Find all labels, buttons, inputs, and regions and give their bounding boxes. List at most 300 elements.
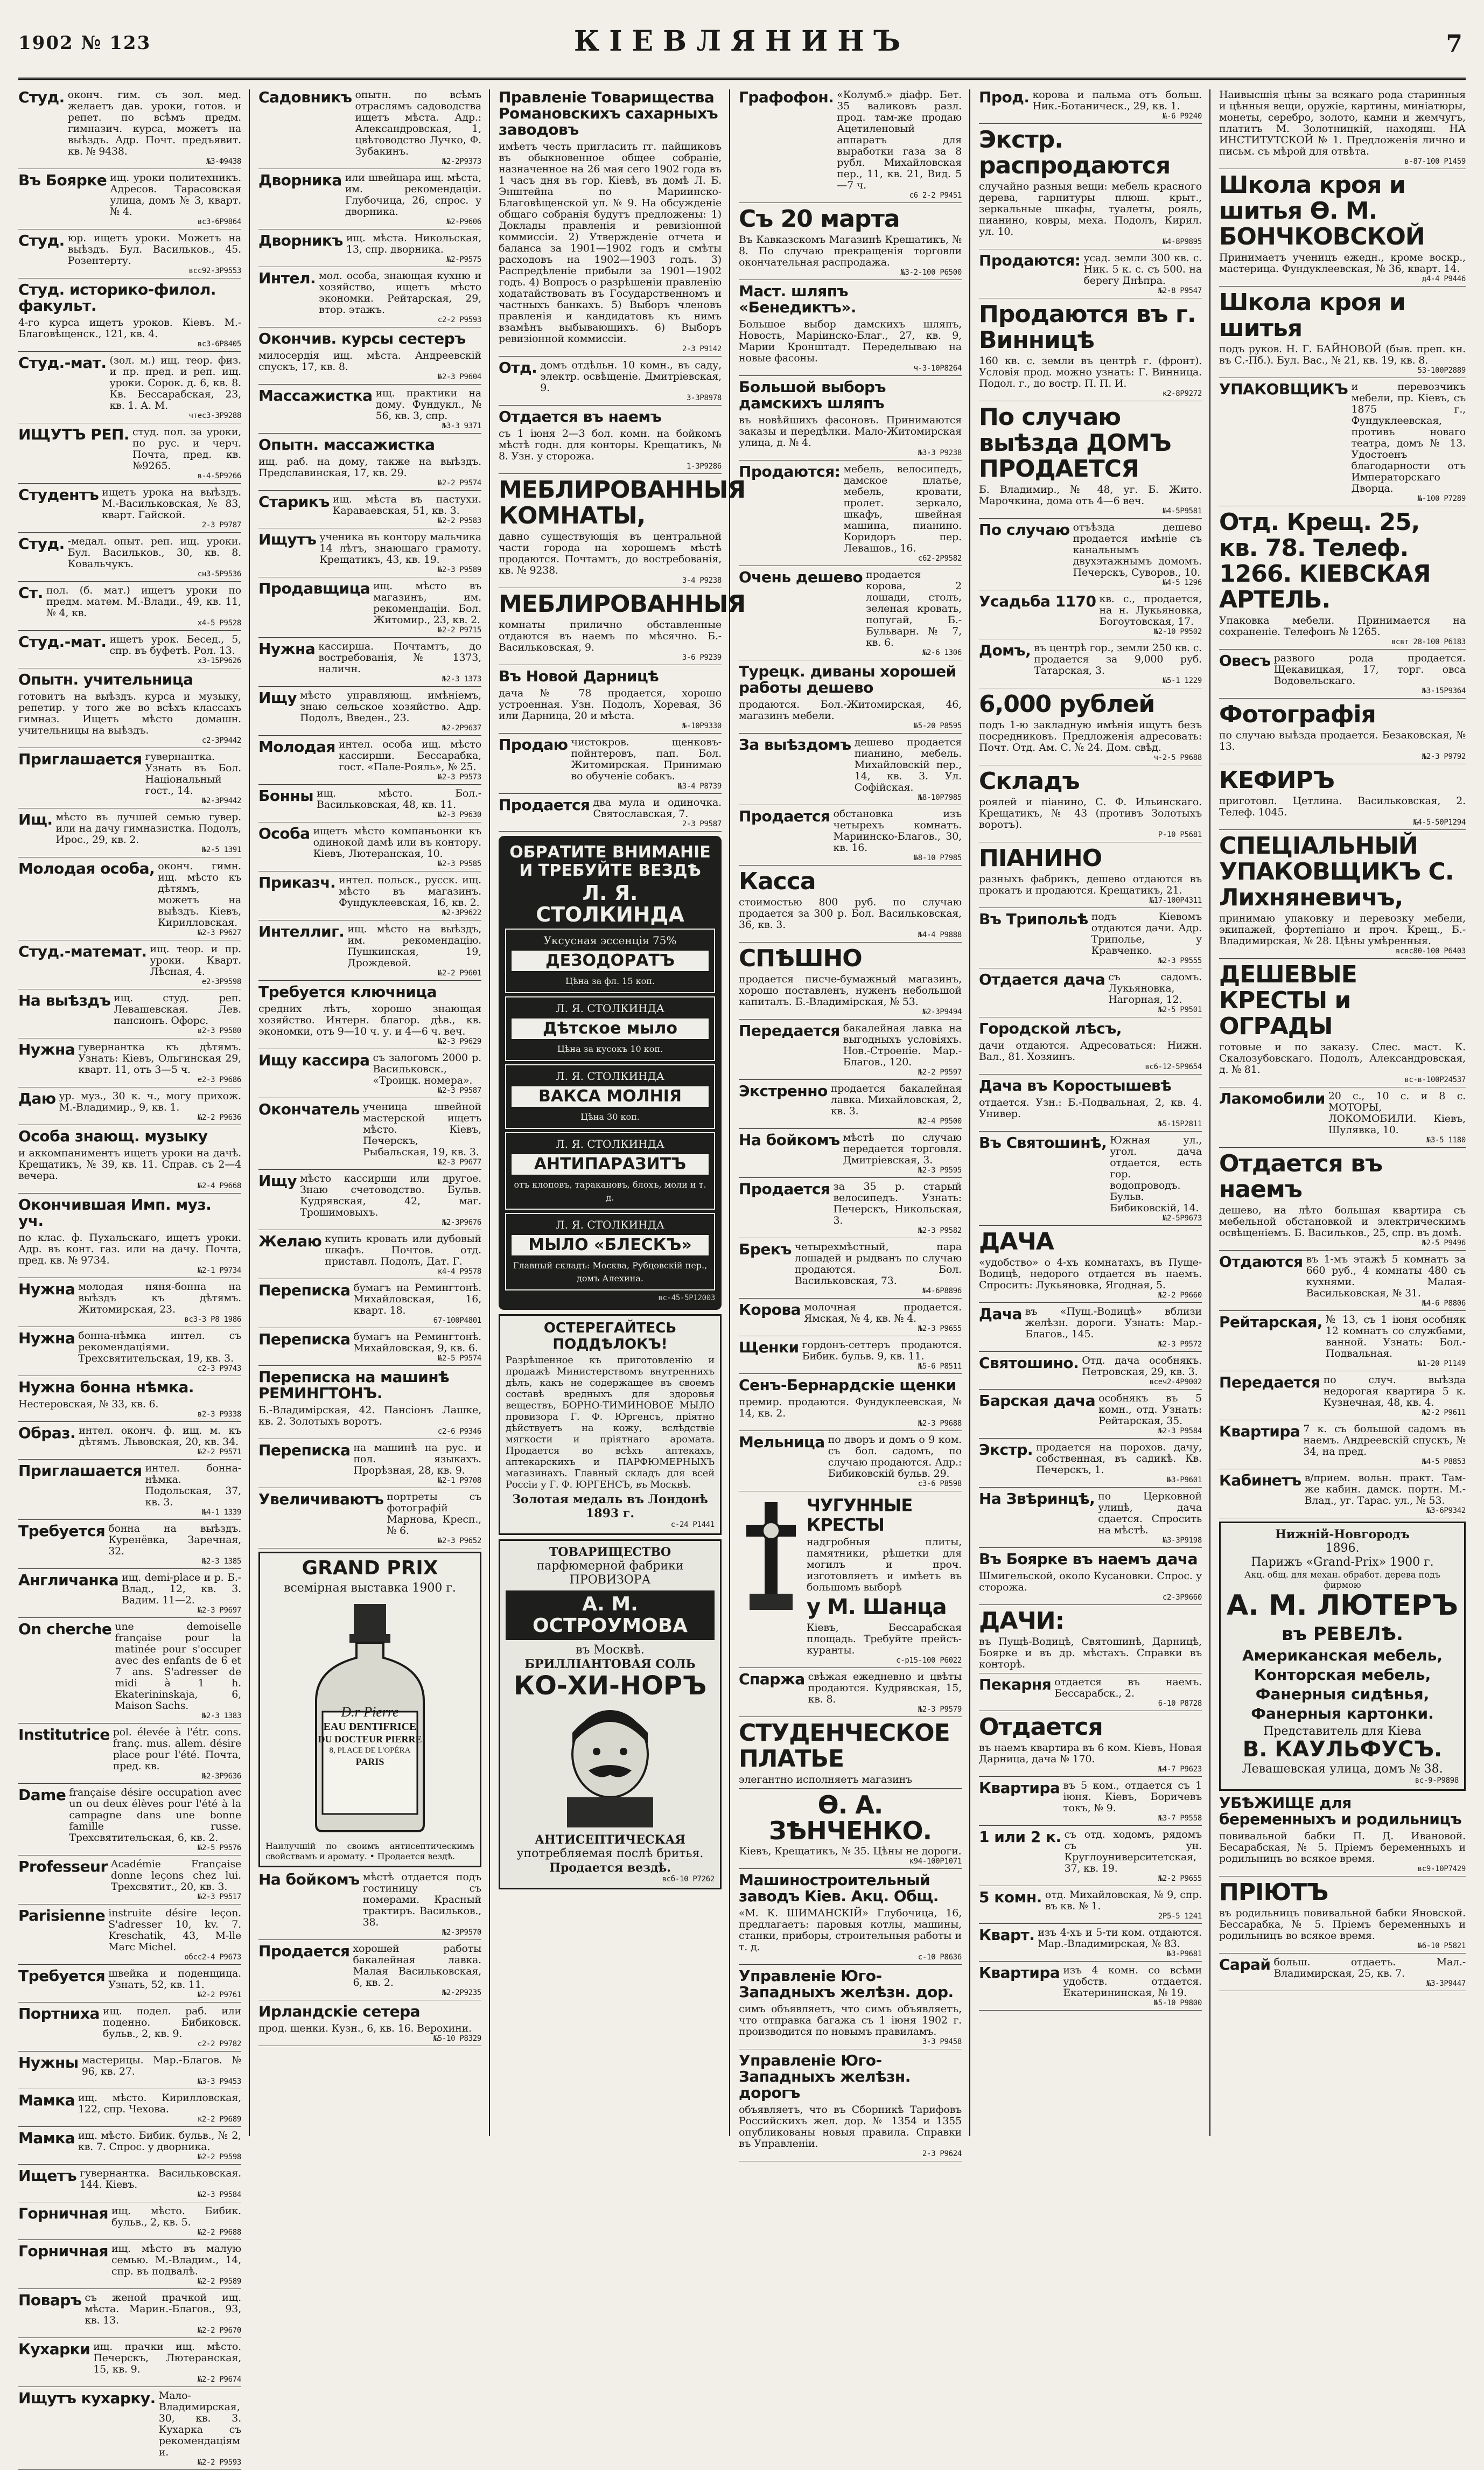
ad-reference: с-24 Р1441 (670, 1520, 715, 1529)
classified-ad (18, 812, 241, 857)
classified-ad (258, 1369, 481, 1439)
ad-heading: Щенки (739, 1338, 799, 1356)
ad-heading: Даю (18, 1090, 56, 1107)
ad-text: изъ 4 комн. со всѣми удобств. отдается. Екатерининская, № 19. (1063, 1964, 1202, 1999)
classified-ad (18, 355, 241, 423)
luther-agent-address: Левашевская улица, домъ № 38. (1242, 1762, 1443, 1776)
ad-text: française désire occupation avec un ou deux élèves pour l'été à la campagne dans une bonne famille russe. Трехсвятительская, 6, кв. 2. (69, 1787, 241, 1844)
ad-heading: Касса (739, 868, 816, 895)
shants-address: Кiевъ, Бессарабская площадь. Требуйте прейсъ-куранты. (807, 1622, 962, 1656)
ad-reference: к4-4 Р9578 (437, 1267, 481, 1276)
ad-heading: Parisienne (18, 1907, 106, 1924)
ad-reference: №2-5 Р9574 (437, 1354, 481, 1363)
ad-heading: Лакомобили (1219, 1090, 1325, 1107)
ad-text: въ 1-мъ этажѣ 5 комнатъ за 660 руб., 4 комнаты 480 съ кухнями. Малая-Васильковская, № 31. (1306, 1253, 1466, 1299)
classified-ad (979, 1927, 1202, 1962)
classified-ad (18, 2092, 241, 2127)
ad-reference: №2-3 Р9584 (1158, 1427, 1202, 1435)
classified-ad (739, 1023, 962, 1080)
classified-ad (18, 1128, 241, 1194)
ad-text: въ центрѣ гор., земли 250 кв. с. продается за 9,000 руб. Татарская, 3. (1034, 642, 1202, 676)
classified-ad (18, 1197, 241, 1278)
classified-ad (499, 737, 722, 794)
ad-reference: №2-3 Р9582 (918, 1226, 962, 1235)
ad-text: ищ. прачки ищ. мѣсто. Печерскъ, Лютеранская, 15, кв. 9. (93, 2341, 241, 2375)
ad-text: бумагъ на Ремингтонѣ. Михайловская, 16, кварт. 18. (353, 1282, 481, 1316)
ad-reference: №2-3 Р9517 (197, 1893, 241, 1901)
classified-ad (979, 972, 1202, 1017)
ad-reference: №5-20 Р8595 (913, 722, 962, 730)
bottle-label (265, 1704, 474, 1812)
ad-heading: Старикъ (258, 493, 330, 511)
ad-text: оконч. гим. съ зол. мед. желаетъ дав. уроки, готов. и репет. по всѣмъ предм. гимназич. курса, можетъ на выѣздъ. Адр. Почт. предъявит. кв. № 9438. (67, 89, 241, 157)
classified-ad (258, 388, 481, 434)
classified-ad (18, 1463, 241, 1520)
ad-text: бакалейная лавка на выгодныхъ условіяхъ. Нов.-Строеніе. Мар.-Благов., 120. (843, 1022, 962, 1068)
grand-prix-title: GRAND PRIX (302, 1557, 438, 1579)
ad-heading: Квартира (1219, 1422, 1300, 1440)
juergens-medal: Золотая медаль въ Лондонѣ 1893 г. (512, 1492, 708, 1520)
classified-ad (258, 2004, 481, 2046)
ad-reference: №2-3 Р9589 (437, 566, 481, 574)
ad-reference: №2-5 Р9501 (1158, 1006, 1202, 1014)
ad-heading: Правленіе Товарищества Романовскихъ сахарныхъ заводовъ (499, 88, 718, 138)
ad-text: имѣетъ честь пригласить гг. пайщиковъ въ обыкновенное общее собраніе, назначенное на 26 мая сего 1902 года въ 1 часъ дня въ гор. Кiевѣ, въ домѣ Л. Б. Энштейна по Мариинско-Благовѣщенской ул. № 9. На обсужденіе общаго собранія будутъ предложены: 1) Доклады правленія и ревизіонной коммиссіи. 2) Утвержденіе отчета и баланса за 1901—1902 годъ и смѣты расходовъ на 1902—1903 годъ. 3) Распредѣленіе прибыли за 1901—1902 годъ. 4) Вопросъ о разрѣшеніи правленію ходатайствовать въ Государственномъ и частныхъ банкахъ. 5) Выборъ членовъ правленія и кандидатовъ къ нимъ взамѣнъ выбывающихъ. 6) Выборъ ревизіонной коммиссіи. (499, 141, 722, 345)
ad-text: случайно разныя вещи: мебель красного дерева, гарнитуры плюш. крыт., зеркальные шкафы, туалеты, рояль, пианино, ковры, меха. Подолъ, Кирил. ул. 10. (979, 180, 1202, 238)
ad-heading: Передается (739, 1022, 840, 1039)
ad-heading: Dame (18, 1786, 66, 1804)
ad-heading: Фотографія (1219, 701, 1376, 728)
ad-heading: УПАКОВЩИКЪ (1219, 380, 1348, 398)
classified-ad (739, 1339, 962, 1374)
classified-ad (739, 206, 962, 280)
ad-heading: Въ Святошинѣ, (979, 1134, 1107, 1152)
ad-heading: Продаются: (739, 463, 841, 480)
ad-heading: Въ Боярке въ наемъ дача (979, 1550, 1198, 1568)
ad-heading: Спаржа (739, 1670, 805, 1688)
issue-number: 1902 № 123 (18, 32, 151, 54)
classified-ad (1219, 1795, 1466, 1876)
classified-ad (18, 1330, 241, 1376)
ad-heading: Дворника (258, 171, 342, 189)
ad-text: ищетъ урок. Бесед., 5, спр. въ буфетѣ. Рол. 13. (109, 633, 241, 657)
luther-product: Американская мебель, (1242, 1646, 1443, 1664)
ad-heading: Переписка (258, 1281, 351, 1299)
ad-text: дача № 78 продается, хорошо устроенная. Узн. Подолъ, Хоревая, 36 или Дарница, 20 и мѣста. (499, 687, 722, 722)
ad-reference: №2-Р9575 (446, 255, 481, 264)
classified-ad (739, 808, 962, 866)
ad-text: 4-го курса ищетъ уроков. Кiевъ. М.-Благовѣщенск., 121, кв. 4. (18, 317, 241, 340)
cross-illustration (739, 1497, 803, 1615)
classified-ad (18, 944, 241, 989)
classified-ad (979, 127, 1202, 249)
ad-reference: №5-15Р2811 (1158, 1120, 1202, 1128)
ostroumov-sold: Продается вездѣ. (549, 1861, 671, 1875)
classified-ad (18, 672, 241, 748)
classified-ad (979, 253, 1202, 298)
ad-reference: №2-2Р9235 (442, 1988, 481, 1997)
stolkind-product (505, 1213, 715, 1290)
ad-reference: 2-3 Р9787 (201, 521, 241, 529)
classified-ad (979, 89, 1202, 124)
ad-reference: 3-3 Р9458 (922, 2038, 962, 2046)
ad-text: молочная продается. Ямская, № 4, кв. № 4. (804, 1301, 962, 1324)
ad-reference: №2-3Р9442 (201, 797, 241, 805)
ad-text: отдается. Узн.: Б.-Подвальная, 2, кв. 4. Универ. (979, 1097, 1202, 1120)
ad-heading: Отдается (979, 1713, 1103, 1741)
ad-text: мѣсто въ лучшей семью гувер. или на дачу гимназистка. Подолъ, Ирос., 29, кв. 2. (55, 811, 241, 846)
classified-ad (258, 581, 481, 638)
ad-reference: №5-1 1229 (1162, 676, 1202, 685)
ad-heading: 5 комн. (979, 1888, 1042, 1906)
column-divider (729, 89, 730, 2136)
classified-ad (1219, 1880, 1466, 1953)
ad-heading: Въ Боярке (18, 171, 107, 189)
product-pre: Л. Я. СТОЛКИНДА (556, 1002, 664, 1015)
ad-reference: №2-3Р9622 (442, 909, 481, 917)
ad-reference: №-100 Р7289 (1417, 494, 1466, 503)
ad-reference: №5-10 Р9800 (1153, 1999, 1202, 2007)
classified-ad (258, 739, 481, 785)
ad-text: подъ руков. Н. Г. БАЙНОВОЙ (быв. преп. кн. въ С.-Пб.). Бул. Вас., № 21, кв. 19, кв. 8. (1219, 343, 1466, 366)
ad-text: ищ. практики на дому. Фундукл., № 56, кв. 3, спр. (375, 387, 481, 422)
classified-ad (739, 664, 962, 734)
juergens-title: ОСТЕРЕГАЙТЕСЬ ПОДДѢЛОКЪ! (543, 1320, 677, 1352)
ad-reference: всс92-3Р9553 (188, 267, 241, 275)
ad-text: дешево продается пианино, мебель. Михайловскій пер., 14, кв. 3. Ул. Софійская. (854, 736, 962, 793)
ostroumov-line: ТОВАРИЩЕСТВО (549, 1545, 671, 1559)
ad-heading: Отдается въ наемъ (1219, 1150, 1383, 1203)
ad-text: студ. пол. за уроки, по рус. и черч. Почта, пред. кв. №9265. (132, 426, 241, 472)
label-line: PARIS (355, 1756, 384, 1767)
ad-text: съ отд. ходомъ, рядомъ съ ун. Круглоуниверситетская, 37, кв. 19. (1064, 1829, 1202, 1874)
ad-reference: с2-3 Р9743 (197, 1364, 241, 1373)
ostroumov-line: ПРОВИЗОРА (569, 1573, 651, 1587)
ad-text: ищ. раб. на дому, также на выѣздъ. Предславинская, 17, кв. 29. (258, 456, 481, 479)
ad-reference: №6-10 Р5821 (1417, 1942, 1466, 1950)
ad-reference: в-4-5Р9266 (197, 472, 241, 480)
ad-reference: №2-3 Р9584 (197, 2190, 241, 2199)
ad-reference: №2-2 Р9601 (437, 969, 481, 978)
classified-ad (258, 532, 481, 577)
ad-reference: 2Р5-5 1241 (1158, 1912, 1202, 1921)
ad-text: (зол. м.) ищ. теор. физ. и пр. пред. и реп. ищ. уроки. Сорок. д. 6, кв. 8. Кв. Бессарабская, 23, кв. 1. А. М. (109, 354, 241, 411)
column-divider (1209, 89, 1210, 2136)
ad-text: съ женой прачкой ищ. мѣста. Марин.-Благов., 93, кв. 13. (85, 2292, 241, 2326)
ad-reference: с2-2 Р9593 (437, 316, 481, 324)
ad-text: ученица швейной мастерской ищетъ мѣсто. Кiевъ, Печерскъ, Рыбальская, 19, кв. 3. (362, 1101, 481, 1158)
ad-text: отдается въ наемъ. Бессарабск., 2. (1054, 1676, 1202, 1699)
ad-reference: х4-5 Р9528 (197, 619, 241, 627)
ad-reference: с-10 Р8636 (918, 1953, 962, 1962)
ad-reference: 3-6 Р9239 (682, 653, 722, 662)
ad-heading: 1 или 2 к. (979, 1828, 1061, 1846)
ad-heading: ПІАНИНО (979, 845, 1102, 872)
ad-heading: СТУДЕНЧЕСКОЕ ПЛАТЬЕ (739, 1719, 950, 1773)
ad-reference: в2-3 Р9580 (197, 1027, 241, 1035)
ad-text: или швейцара ищ. мѣста, им. рекомендаціи. Глубочица, 26, спрос. у дворника. (345, 172, 481, 218)
product-pre: Л. Я. СТОЛКИНДА (556, 1218, 664, 1231)
classified-ad (739, 2053, 962, 2161)
page-header (18, 22, 1466, 85)
ad-text: 160 кв. с. земли въ центрѣ г. (фронт). Условія прод. можно узнать: Г. Винница. Подол. г., до востр. П. П. И. (979, 355, 1202, 389)
ad-text: в/прием. вольн. практ. Там-же кабин. дамск. портн. М.-Влад., уг. Тарас. ул., № 53. (1304, 1472, 1466, 1506)
classified-ad (18, 1908, 241, 1965)
ad-heading: Школа кроя и шитья Ѳ. М. БОНЧКОВСКОЙ (1219, 171, 1425, 250)
ad-text: за 35 р. старый велосипедъ. Узнать: Печерскъ, Никольская, 3. (833, 1181, 962, 1226)
classified-ad (499, 590, 746, 665)
classified-ad (1219, 1314, 1466, 1371)
ad-text: подъ 1-ю закладную имѣнія ищутъ безъ посредниковъ. Предложенія адресовать: Почт. Отд. Ам. С. № 24. Дом. свѣд. (979, 719, 1202, 753)
ad-heading: Сенъ-Бернардскіе щенки (739, 1376, 956, 1394)
ostroumov-desc: АНТИСЕПТИЧЕСКАЯ (535, 1833, 685, 1847)
ad-heading: Окончатель (258, 1100, 360, 1118)
classified-ad (18, 861, 241, 940)
ad-text: въ новѣйшихъ фасоновъ. Принимаются заказы и передѣлки. Мало-Житомирская улица, д. № 4. (739, 414, 962, 449)
classified-ad (18, 1523, 241, 1569)
ad-heading: Institutrice (18, 1726, 110, 1743)
ad-heading: Ст. (18, 584, 43, 602)
classified-ad (258, 172, 481, 229)
luther-product: Фанерныя картонки. (1251, 1705, 1434, 1722)
ad-reference: №2-2 Р9761 (197, 1991, 241, 1999)
classified-ad (18, 1091, 241, 1125)
ad-reference: вс9-10Р7429 (1417, 1865, 1466, 1873)
ad-reference: №4-5Р9581 (1162, 507, 1202, 515)
ad-text: мѣсто кассирши или другое. Знаю счетоводство. Бульв. Кудрявская, 42, маг. Трошимовыхъ. (300, 1173, 481, 1218)
ad-reference: с2-2 Р9782 (197, 2040, 241, 2048)
ad-heading: Святошино. (979, 1354, 1079, 1372)
ad-reference: №2-2 Р9674 (197, 2375, 241, 2384)
classified-ad (258, 690, 481, 736)
ad-reference: №2-5Р9673 (1162, 1214, 1202, 1223)
ad-heading: Прод. (979, 88, 1030, 106)
ad-text: усад. земли 300 кв. с. Ник. 5 к. с. съ 500. на берегу Днѣпра. (1083, 252, 1202, 287)
ostroumov-product-pre: БРИЛЛІАНТОВАЯ СОЛЬ (524, 1657, 696, 1671)
ad-text: интел. оконч. ф. ищ. м. къ дѣтямъ. Львовская, 20, кв. 34. (79, 1425, 241, 1448)
ad-reference: №2-3Р9676 (442, 1218, 481, 1227)
classified-ad (1219, 1091, 1466, 1148)
ad-reference: №4-5 Р8853 (1422, 1457, 1466, 1466)
ad-reference: №2-3 Р9655 (918, 1324, 962, 1333)
ad-reference: №2-3 Р9630 (437, 811, 481, 819)
ad-text: по Церковной улицѣ, дача сдается. Спросить на мѣстѣ. (1098, 1490, 1202, 1536)
ad-heading: Ищутъ кухарку. (18, 2389, 156, 2407)
ad-text: съ 1 іюня 2—3 бол. комн. на бойкомъ мѣстѣ годн. для конторы. Крещатикъ, № 8. Узн. у сторожа. (499, 428, 722, 462)
ad-reference: №2-3 Р9585 (437, 860, 481, 868)
classified-ad (979, 1491, 1202, 1548)
ad-reference: №2-3Р9570 (442, 1928, 481, 1937)
ad-heading: Переписка (258, 1330, 351, 1348)
ad-heading: УБѢЖИЩЕ для беременныхъ и родильницъ (1219, 1794, 1462, 1828)
stolkind-brand: Л. Я. СТОЛКИНДА (536, 881, 684, 926)
ad-text: готовые и по заказу. Слес. маст. К. Скалозубовскаго. Подолъ, Александровская, д. № 81. (1219, 1041, 1466, 1076)
luther-agent-name: В. КАУЛЬФУСЪ. (1242, 1737, 1443, 1762)
ad-heading: Дворникъ (258, 232, 343, 249)
column-divider (249, 89, 250, 2136)
ad-heading: Ищу (258, 1172, 297, 1190)
ad-text: стоимостью 800 руб. по случаю продается за 300 р. Бол. Васильковская, 36, кв. 3. (739, 896, 962, 931)
ad-text: бонна на выѣздъ. Куренёвка, Заречная, 32. (108, 1523, 241, 1557)
ad-reference: №1-20 Р1149 (1417, 1359, 1466, 1368)
classified-ad (979, 1135, 1202, 1226)
ad-heading: КЕФИРЪ (1219, 766, 1335, 794)
ad-reference: №3-3 Р9238 (918, 449, 962, 457)
ad-text: бумагъ на Ремингтонѣ. Михайловская, 9, кв. 6. (353, 1331, 481, 1354)
classified-ad (18, 1572, 241, 1618)
classified-ad (1219, 510, 1466, 650)
product-name: ВАКСА МОЛНІЯ (510, 1085, 710, 1108)
classified-ad (979, 643, 1202, 688)
ad-reference: с-р15-100 Р6022 (896, 1656, 962, 1665)
classified-ad (979, 1442, 1202, 1488)
ad-reference: с62-2Р9582 (918, 554, 962, 563)
classified-ad (979, 1355, 1202, 1390)
ad-heading: Молодая (258, 738, 335, 756)
classified-ad (18, 1787, 241, 1855)
ad-reference: №17-100Р4311 (1149, 896, 1202, 905)
luther-name: А. М. ЛЮТЕРЪ (1227, 1589, 1458, 1622)
ad-heading: Студ. (18, 88, 65, 106)
classified-ad (1219, 1473, 1466, 1518)
ad-reference: чтес3-3Р9288 (188, 411, 241, 420)
classified-ad (258, 1233, 481, 1279)
ad-text: Нестеровская, № 33, кв. 6. (18, 1398, 159, 1410)
ad-heading: СПѢШНО (739, 945, 862, 972)
ad-text: купить кровать или дубовый шкафъ. Почтов. отд. приставл. Подолъ, Дат. Г. (325, 1233, 481, 1267)
ad-reference: №3-3 9371 (442, 422, 481, 430)
ad-text: хорошей работы бакалейная лавка. Малая Васильковская, 6, кв. 2. (353, 1943, 481, 1988)
classified-ad (979, 1889, 1202, 1924)
ad-heading: Рейтарская, (1219, 1313, 1322, 1331)
ad-heading: Горничная (18, 2204, 109, 2222)
ad-heading: На бойкомъ (739, 1131, 840, 1149)
ad-heading: Горничная (18, 2242, 109, 2260)
ad-heading: Пекарня (979, 1676, 1052, 1693)
ad-text: Académie Française donne leçons chez lui. Трехсвятит., 20, кв. 3. (110, 1858, 241, 1893)
ad-heading: Ищу (258, 689, 297, 707)
ad-reference: №2-5 Р9496 (1422, 1239, 1466, 1247)
ad-heading: Мамка (18, 2091, 75, 2109)
classified-ad (1219, 962, 1466, 1087)
product-name: Дѣтское мыло (510, 1017, 710, 1040)
classified-ad (979, 1393, 1202, 1439)
ad-reference: №2-3 Р9688 (918, 1419, 962, 1428)
ad-heading: Городской лѣсъ, (979, 1020, 1122, 1037)
classified-ad (499, 797, 722, 832)
product-note: Главный складъ: Москва, Рубцовскій пер., домъ Алехина. (513, 1260, 708, 1283)
ad-text: милосердія ищ. мѣста. Андреевскій спускъ, 17, кв. 8. (258, 350, 481, 373)
product-name: МЫЛО «БЛЕСКЪ» (510, 1234, 710, 1257)
ad-heading: Окончившая Имп. муз. уч. (18, 1196, 212, 1230)
ad-heading: Кабинетъ (1219, 1471, 1301, 1489)
ad-heading: Ищутъ (258, 531, 317, 548)
ad-text: Южная ул., угол. дача отдается, есть гор. водопроводъ. Бульв. Бибиковскій, 14. (1110, 1134, 1202, 1214)
ad-reference: №2-2 Р9655 (1158, 1874, 1202, 1883)
ad-text: премир. продаются. Фундуклеевская, № 14, кв. 2. (739, 1396, 962, 1419)
ad-text: ищ. теор. и пр. уроки. Кварт. Лѣсная, 4. (150, 943, 241, 978)
ad-heading: Студ. историко-филол. факульт. (18, 281, 216, 315)
ad-heading: Желаю (258, 1232, 322, 1250)
ad-heading: Отдаются (1219, 1253, 1303, 1271)
ad-heading: Образ. (18, 1424, 76, 1442)
ad-text: ищ. мѣсто. Кирилловская, 122, спр. Чехова. (78, 2092, 241, 2115)
ad-heading: Нужна (18, 1041, 75, 1058)
ad-heading: Усадьба 1170 (979, 592, 1096, 610)
ad-heading: Машиностроительный заводъ Кiев. Акц. Общ. (739, 1871, 939, 1905)
ad-reference: №2-5 1391 (201, 846, 241, 854)
man-face-icon (551, 1706, 669, 1830)
ad-heading: Интеллиг. (258, 923, 345, 940)
ad-reference: №2-2 Р9597 (918, 1068, 962, 1077)
zenchenko-name: Ѳ. А. ЗѢНЧЕНКО. (768, 1790, 932, 1845)
classified-ad (979, 692, 1202, 765)
ad-heading: Маст. шляпъ «Бенедиктъ». (739, 282, 856, 316)
ad-reference: ч-2-5 Р9688 (1153, 753, 1202, 762)
ad-text: мѣстѣ отдается подъ гостиницу съ номерами. Красный трактиръ. Васильков., 38. (362, 1871, 481, 1928)
ad-reference: 67-100Р4801 (433, 1316, 481, 1325)
classified-ad (18, 1727, 241, 1784)
classified-ad (499, 360, 722, 406)
ad-text: больш. отдаетъ. Мал.-Владимирская, 25, кв. 7. (1273, 1956, 1466, 1979)
ad-text: обстановка изъ четырехъ комнатъ. Мариинско-Благов., 30, кв. 16. (833, 808, 962, 854)
ad-text: Наивысшія цѣны за всякаго рода старинныя и цѣнныя вещи, оружіе, картины, миніатюры, монеты, серебро, золото, камни и жемчугъ, платитъ М. Золотницкій, находящ. НА ИНСТИТУТСКОЙ № 1. Предложенія лично и письм. съ мѣрой для отвѣта. (1219, 89, 1466, 157)
ostroumov-name: А. М. ОСТРОУМОВА (506, 1590, 715, 1640)
ad-heading: Интел. (258, 269, 316, 287)
ad-heading: Экстр. распродаются (979, 126, 1171, 179)
ad-reference: №2-2 Р9598 (197, 2153, 241, 2161)
ad-heading: Мамка (18, 2129, 75, 2147)
ad-text: ищ. уроки политехникъ. Адресов. Тарасовская улица, домъ № 3, кварт. № 4. (110, 172, 241, 218)
ad-text: домъ отдѣльн. 10 комн., въ саду, электр. освѣщеніе. Дмитріевская, 9. (540, 359, 722, 394)
classified-ad (739, 737, 962, 805)
ad-heading: Продаются въ г. Винницѣ (979, 301, 1196, 354)
classified-ad (739, 1241, 962, 1299)
ad-text: Б.-Владимірская, 42. Пансіонъ Лашке, кв. 2. Золотыхъ воротъ. (258, 1404, 481, 1427)
ad-heading: МЕБЛИРОВАННЫЯ КОМНАТЫ, (499, 476, 746, 529)
classified-ad (18, 2006, 241, 2052)
classified-ad (258, 1282, 481, 1328)
ad-heading: Отдается въ наемъ (499, 408, 662, 425)
ad-reference: всвт 28-100 Р6183 (1391, 638, 1466, 646)
ad-reference: №2-2 Р9611 (1422, 1408, 1466, 1417)
classified-ad (979, 1677, 1202, 1711)
ad-text: гордонъ-сеттеръ продаются. Бибик. бульв. 9, кв. 11. (802, 1339, 962, 1362)
ad-text: чистокров. щенковъ-пойнтеровъ, пап. Бол. Житомирская. Принимаю во обученіе собакъ. (571, 736, 722, 782)
ad-reference: №4-4 Р9888 (918, 931, 962, 939)
ad-reference: №2-2 Р9583 (437, 517, 481, 525)
grand-prix-advert (258, 1552, 481, 1867)
ad-reference: №3-6Р9342 (1426, 1506, 1466, 1515)
classified-ad (18, 2390, 241, 2470)
ad-text: приготовл. Цетлина. Васильковская, 2. Телеф. 1045. (1219, 795, 1466, 818)
luther-line: Акц. общ. для механ. обработ. дерева подъ фирмою (1244, 1569, 1440, 1590)
ad-heading: Очень дешево (739, 568, 863, 586)
ad-reference: №2-3 Р9604 (437, 373, 481, 381)
classified-ad (1219, 767, 1466, 830)
classified-ad (18, 487, 241, 533)
classified-ad (979, 1229, 1202, 1303)
ad-text: особнякъ въ 5 комн., отд. Узнать: Рейтарская, 35. (1098, 1392, 1202, 1427)
ad-text: мол. особа, знающая кухню и хозяйство, ищетъ мѣсто экономки. Рейтарская, 29, втор. этажъ. (319, 270, 481, 316)
ad-text: Большое выбор дамскихъ шляпъ, Новость, Маріинско-Благ., 27, кв. 9, Марии Кронштадт. Переделываю на новые фасоны. (739, 318, 962, 364)
classified-ad (258, 270, 481, 327)
classified-ad (18, 2292, 241, 2338)
ad-heading: Нужна (18, 1280, 75, 1298)
ad-heading: За выѣздомъ (739, 736, 851, 753)
ad-text: давно существующія въ центральной части города на хорошемъ мѣстѣ продаются. Почтамтъ, до востребованія, кв. № 9238. (499, 531, 722, 576)
ad-reference: №2-4 Р9668 (197, 1182, 241, 1190)
